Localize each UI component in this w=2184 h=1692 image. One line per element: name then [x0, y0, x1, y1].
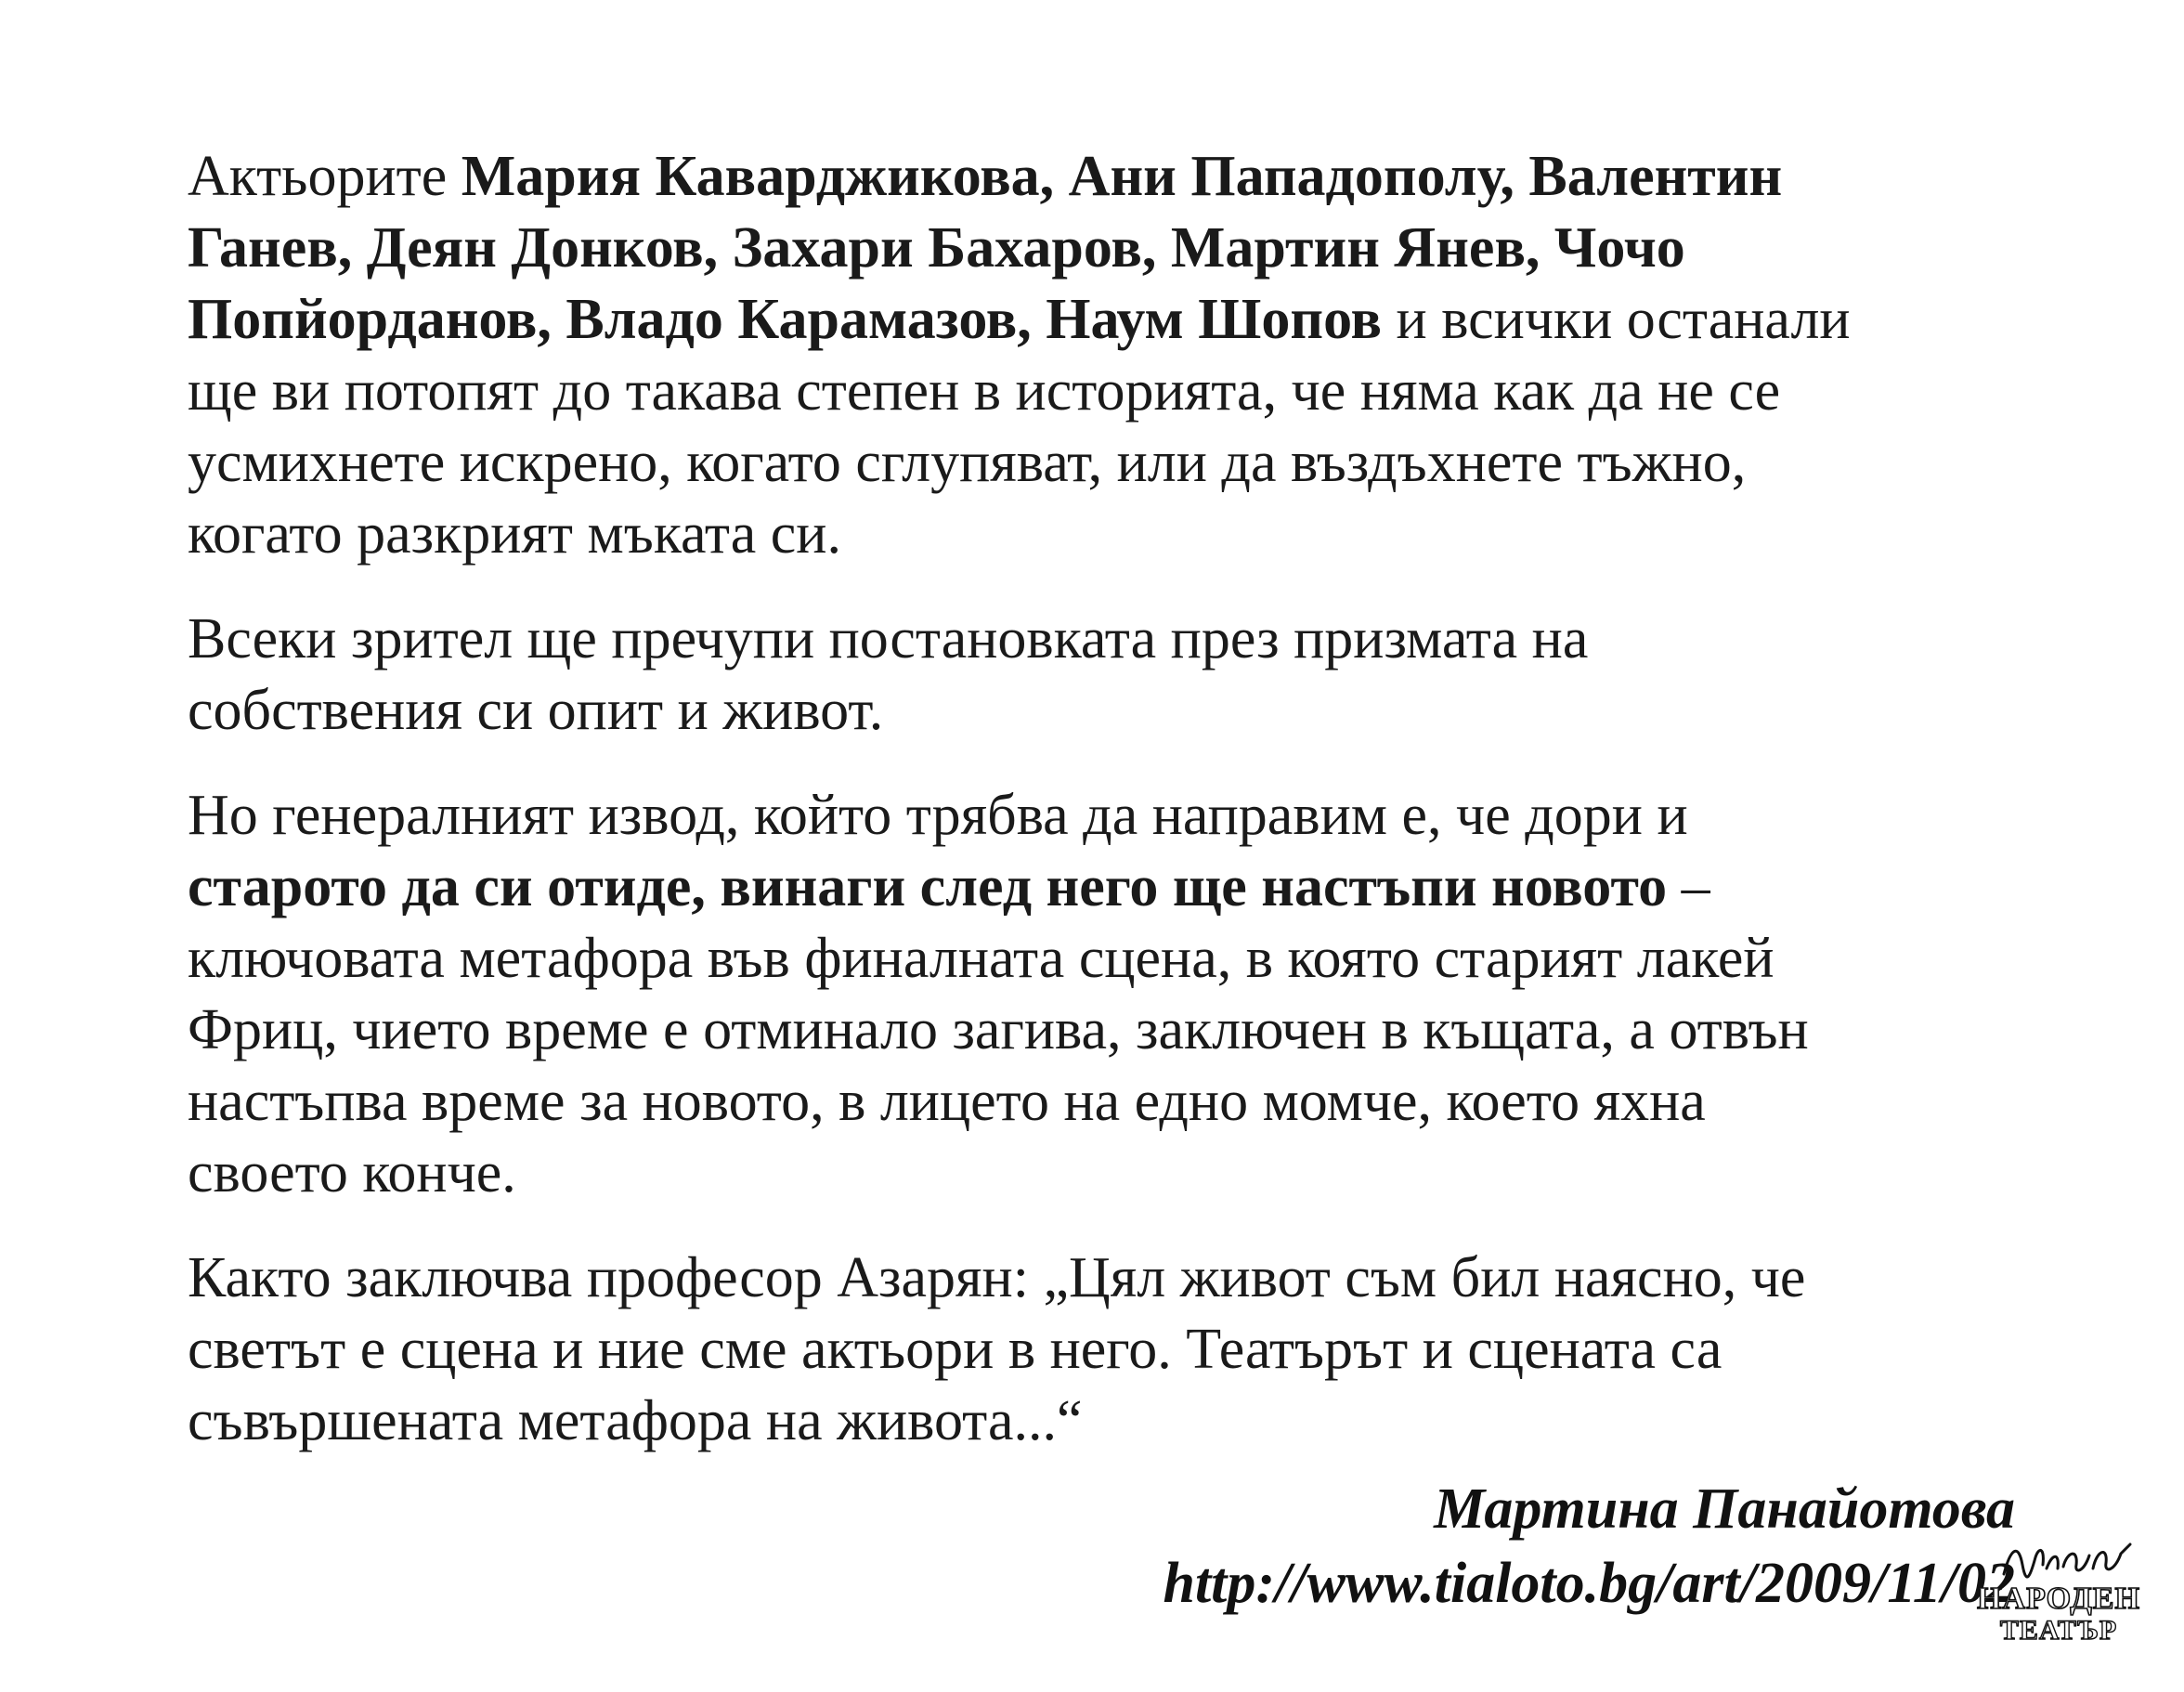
paragraph — [188, 604, 2054, 747]
text-line — [188, 284, 2054, 356]
text-segment: – — [1667, 855, 1710, 918]
text-line — [188, 780, 2054, 852]
paragraph — [188, 141, 2054, 570]
text-segment: и всички останали — [1382, 288, 1851, 351]
text-line — [188, 1138, 2054, 1209]
text-line — [188, 1386, 2054, 1457]
logo-line-2: ТЕАТЪР — [1999, 1615, 2118, 1646]
article-body — [188, 141, 2054, 1490]
text-segment: ключовата метафора във финалната сцена, в която старият лакей — [188, 927, 1774, 990]
bold-text: Ганев, Деян Донков, Захари Бахаров, Мартин Янев, Чочо — [188, 216, 1685, 280]
text-segment: усмихнете искрено, когато сглупяват, или да въздъхнете тъжно, — [188, 431, 1747, 494]
text-segment: Фриц, чието време е отминало загива, заключен в къщата, а отвън — [188, 998, 1809, 1061]
text-segment: Но генералният извод, който трябва да направим е, че дори и — [188, 784, 1688, 847]
signature-block — [1163, 1472, 2015, 1620]
logo-line-1: НАРОДЕН — [1977, 1581, 2140, 1616]
text-line — [188, 1066, 2054, 1138]
bold-text: старото да си отиде, винаги след него ще настъпи новото — [188, 855, 1668, 918]
bold-text: Мария Каварджикова, Ани Пападополу, Валентин — [461, 145, 1783, 208]
text-line — [188, 1243, 2054, 1314]
text-line — [188, 1314, 2054, 1386]
text-line — [188, 604, 2054, 675]
text-segment: когато разкрият мъката си. — [188, 502, 841, 566]
text-segment: своето конче. — [188, 1141, 516, 1204]
text-line — [188, 213, 2054, 284]
text-segment: ще ви потопят до такава степен в историята, че няма как да не се — [188, 359, 1781, 423]
author-name: Мартина Панайотова — [1434, 1477, 2015, 1541]
text-segment: светът е сцена и ние сме актьори в него. Театърът и сцената са — [188, 1318, 1722, 1381]
text-line — [188, 852, 2054, 923]
text-segment: Както заключва професор Азарян: „Цял живот съм бил наясно, че — [188, 1246, 1806, 1309]
national-theatre-logo — [1970, 1537, 2147, 1648]
logo-signature-icon — [1998, 1537, 2138, 1583]
text-line — [188, 995, 2054, 1066]
bold-text: Попйорданов, Владо Карамазов, Наум Шопов — [188, 288, 1383, 351]
paragraph — [188, 1243, 2054, 1457]
text-line — [188, 427, 2054, 499]
text-segment: собствения си опит и живот. — [188, 679, 884, 742]
paragraph — [188, 780, 2054, 1209]
source-url: http://www.tialoto.bg/art/2009/11/02 — [1163, 1552, 2015, 1615]
text-line — [188, 923, 2054, 995]
text-line — [188, 356, 2054, 427]
text-segment: съвършената метафора на живота...“ — [188, 1389, 1083, 1452]
text-line — [188, 675, 2054, 747]
text-segment: Актьорите — [188, 145, 462, 208]
text-segment: настъпва време за новото, в лицето на едно момче, което яхна — [188, 1070, 1706, 1133]
text-segment: Всеки зрител ще пречупи постановката през призмата на — [188, 607, 1589, 670]
text-line — [188, 499, 2054, 570]
text-line — [188, 141, 2054, 213]
